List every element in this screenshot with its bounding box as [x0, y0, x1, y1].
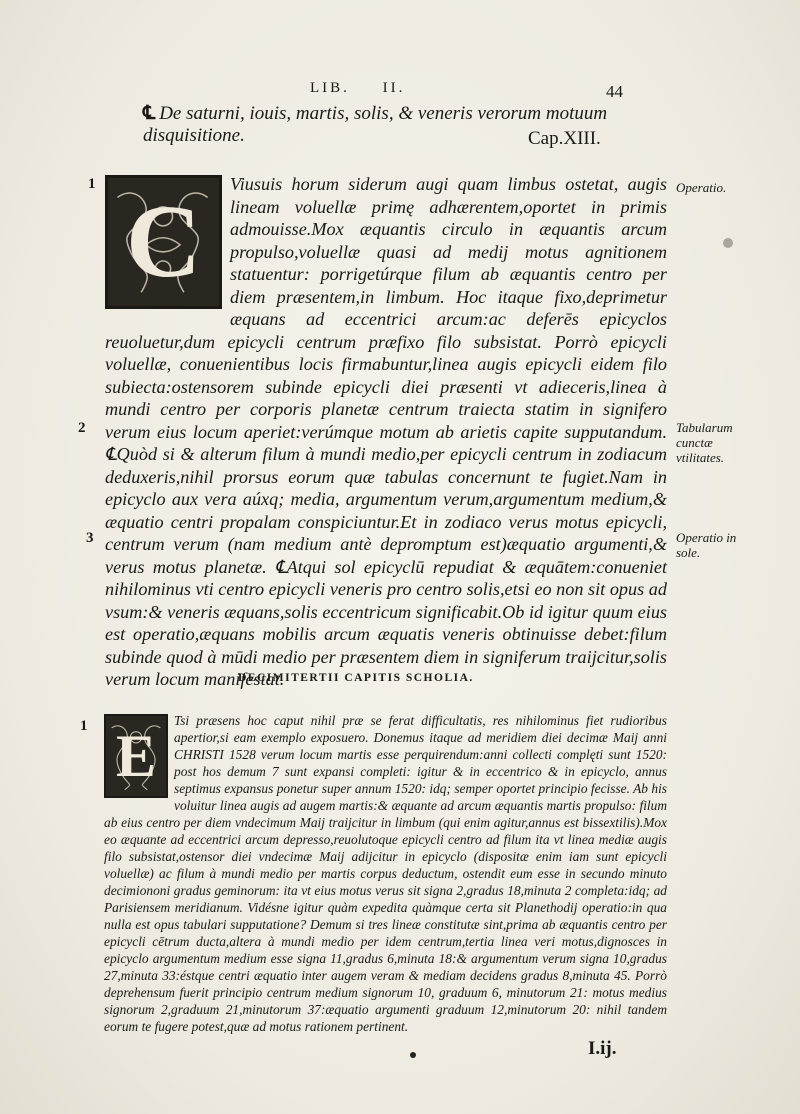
ink-dot: [410, 1052, 416, 1058]
chapter-number: Cap.XIII.: [528, 128, 601, 149]
scholia-text: [104, 712, 667, 1035]
ink-smudge: [723, 238, 733, 248]
scholia-heading: DECIMITERTII CAPITIS SCHOLIA.: [238, 672, 474, 684]
header-book: II.: [382, 80, 406, 96]
main-text: [105, 173, 667, 691]
pilcrow-icon: ℄: [143, 103, 156, 124]
chapter-title-text: De saturni, iouis, martis, solis, & veneris verorum motuum disquisitione.: [143, 103, 608, 146]
running-header: [310, 80, 431, 97]
margin-note-operatio: Operatio.: [676, 180, 727, 195]
folio-number: 44: [606, 82, 623, 101]
initial-letter: C: [125, 183, 202, 299]
decorated-initial-c: [105, 175, 222, 309]
line-number-3: 3: [86, 530, 94, 546]
scholia-line-number: 1: [80, 718, 88, 734]
margin-note-sole: Operatio in sole.: [676, 530, 737, 560]
decorated-initial-e: [104, 714, 168, 798]
signature-mark: I.ij.: [588, 1038, 617, 1059]
scholia-paragraph: Tsi præsens hoc caput nihil præ se ferat difficultatis, res nihilominus fiet rudioribus apertior,si eam exemplo exposuero. Donemus itaque ad meridiem diei decimæ Maij anni CHRISTI 1528 verum locum martis esse perquirendum:anni collecti complęti sunt 1520: post hos demum 7 sunt expansi completi: igitur & in eccentrico & in epicyclo, annus septimus expansus ponetur super annum 1520: idq; semper oportet principio fecisse. Ab his voluitur linea augis ad augem martis:& æquante ad arcum æquantis martis propulso: filum ab eius centro per diem vndecimum Maij traijcitur in limbum (qui enim agitur,annus est bissextilis).Mox eo æquante ad eccentrici arcum depresso,reuolutoque epicycli centro ad filum ita vt linea mediæ augis filo subsistat,ostensor diei vndecimæ Maij adijcitur in epicyclo (dispositæ enim iam sunt epicycli voluellæ) ac filum à mundi medio per martis corpus deductum, ostendit eum esse in secundo minuto decimiononi gradus geminorum: ita vt eius motus verus sit signa 2,gradus 18,minuta 2 completa:idq; ad Parisiensem meridianum. Vidésne igitur quàm expedita quàmque certa sit Planethodij operatio:in qua nulla est opus tabulari supputatione? Demum si tres lineæ constitutæ sint,prima ab æquantis centro per epicycli cētrum ducta,altera à mundi medio per idem centrum,tertia linea veri motus,dignosces in epicyclo argumentum medium esse signa 11,gradus 6,minuta 18:& argumentum verum signa 10,gradus 27,minuta 33:éstque centri æquatio inter augem veram & mediam decidens gradus 8,minuta 45. Porrò deprehensum fuerit principio centrum medium signorum 10, graduum 6, minutorum 21: motus medius signorum 2,graduum 21,minutorum 37:æquatio argumenti graduum 12,minutorum 20: nihil tandem eorum te fugere potest,quæ ad motus rationem pertinent.: [104, 713, 667, 1034]
margin-note-tabularum: Tabularum cunctæ vtilitates.: [676, 420, 733, 465]
header-lib: LIB.: [310, 80, 350, 96]
initial-letter-small: E: [115, 722, 157, 789]
line-number-2: 2: [78, 420, 86, 436]
main-paragraph: Viusuis horum siderum augi quam limbus ostetat, augis lineam voluellæ primę adhærentem,oportet in primis admouisse.Mox æquantis circulo in æquantis arcum propulso,voluellæ quasi ad medij motus agnitionem statuentur: porrigetúrque filum ab æquantis centro per diem præsentem,in limbum. Hoc itaque fixo,deprimetur æquans ad eccentrici arcum:ac deferēs epicyclos reuoluetur,dum epicycli centrum præfixo filo subsistat. Porrò epicycli voluellæ, conuenientibus locis firmabuntur,linea augis epicycli eidem filo subiecta:ostensorem subinde epicycli diei præsenti vt adieceris,linea à mundi centro per corporis planetæ centrum traiecta statim in signifero verum eius locum aperiet:verúmque motum ab arietis capite supputandum. ℄Quòd si & alterum filum à mundi medio,per epicycli centrum in zodiacum deduxeris,nihil prorsus eorum quæ tabulas concernunt te fugiet.Nam in epicyclo aux vera aúxq; media, argumentum verum,argumentum medium,& æquatio centri propalam conspiciuntur.Et in zodiaco verus motus epicycli, centrum verum (nam medium antè depromptum est)æquatio argumenti,& verus motus planetæ. ℄Atqui sol epicyclū repudiat & æquātem:conueniet nihilominus vti centro epicycli veneris pro centro solis,etsi eo non sit opus ad vsum:& veneris æquans,solis eccentricum significabit.Ob id igitur quum eius est operatio,æquans mobilis arcum æquatis veneris obtinuisse debet:filum subinde quod à mūdi medio per præsentem diem in signiferum traijcitur,solis verum locum manifestat.: [105, 174, 667, 689]
line-number-1: 1: [88, 176, 96, 192]
